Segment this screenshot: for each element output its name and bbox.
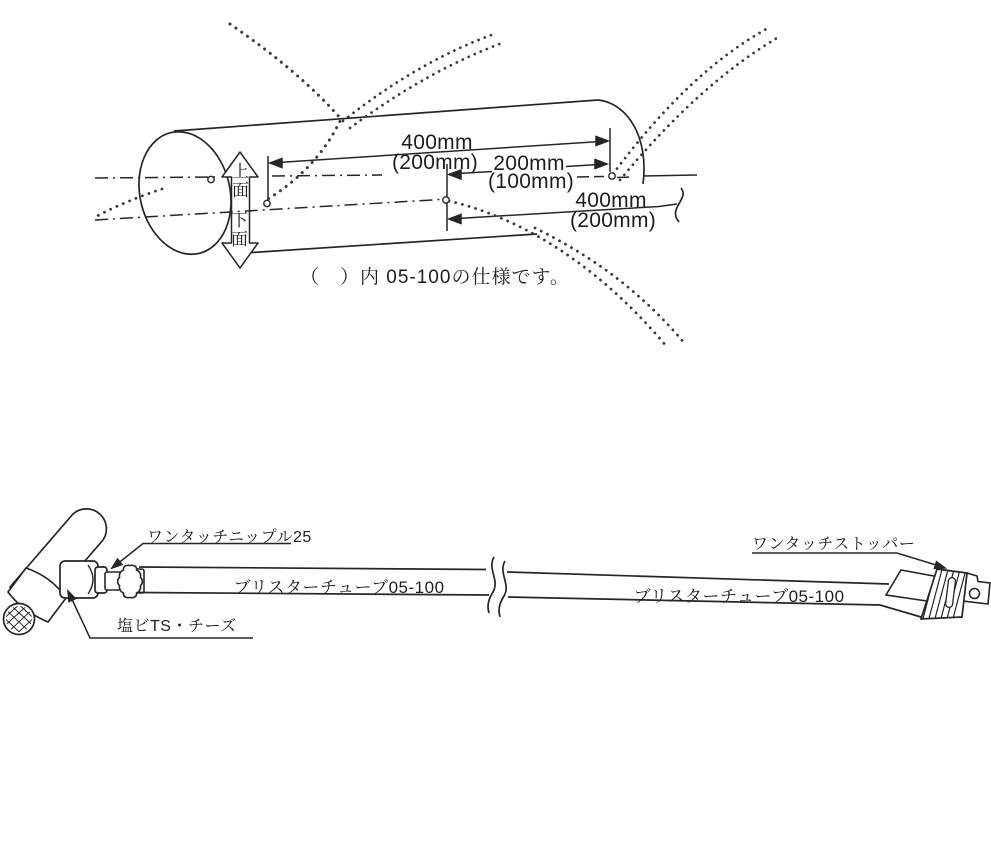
stopper-label: ワンタッチストッパー bbox=[752, 536, 916, 553]
face-top-label: 上面 bbox=[232, 162, 249, 200]
arrowhead bbox=[934, 562, 945, 569]
hole bbox=[208, 176, 214, 182]
hole bbox=[443, 197, 449, 203]
dimension-paren-400-bottom: (200mm) bbox=[569, 209, 657, 232]
face-bottom-label: 下面 bbox=[231, 211, 248, 249]
dimension-paren-200: (100mm) bbox=[487, 170, 575, 193]
centerline-extension bbox=[643, 175, 697, 176]
tee-open-end bbox=[4, 604, 35, 635]
upper-hole-centerline bbox=[95, 177, 218, 178]
upper-hole-centerline bbox=[272, 175, 382, 176]
spray-curve bbox=[350, 42, 505, 128]
one-touch-stopper bbox=[886, 562, 990, 626]
arrowhead bbox=[449, 215, 461, 224]
spec-note-caption: （ ）内 05-100の仕様です。 bbox=[300, 267, 570, 288]
stopper-leader bbox=[752, 553, 941, 567]
tube-label-right: ブリスターチューブ05-100 bbox=[633, 587, 845, 606]
hole bbox=[609, 173, 615, 179]
tee-fitting bbox=[0, 509, 107, 646]
cylinder-bottom-line bbox=[229, 234, 537, 254]
arrowhead bbox=[595, 160, 607, 169]
arrowhead bbox=[270, 159, 282, 168]
dimension-paren-400-top: (200mm) bbox=[391, 151, 479, 174]
dimension-label-200: 200mm bbox=[493, 152, 565, 175]
hole bbox=[264, 200, 270, 206]
break-squiggle bbox=[499, 561, 506, 617]
break-squiggle bbox=[488, 557, 495, 613]
continuation-squiggle bbox=[675, 188, 683, 222]
dimension-label-400-top: 400mm bbox=[401, 131, 473, 154]
tube-top-line bbox=[139, 567, 486, 570]
cylinder-top-line bbox=[174, 100, 598, 131]
one-touch-nipple bbox=[105, 565, 144, 597]
arrowhead bbox=[112, 559, 122, 568]
stopper-tab-hole bbox=[970, 589, 980, 599]
dimension-label-400-bottom: 400mm bbox=[575, 189, 647, 212]
tee-label: 塩ビTS・チーズ bbox=[117, 618, 237, 635]
spray-curve bbox=[343, 33, 497, 121]
upper-hole-centerline bbox=[577, 177, 633, 178]
tube-label-left: ブリスターチューブ05-100 bbox=[233, 578, 445, 597]
pipe-break-symbol bbox=[488, 557, 506, 617]
nipple-label: ワンタッチニップル25 bbox=[147, 529, 312, 546]
arrowhead bbox=[596, 137, 608, 146]
spray-curve bbox=[613, 27, 770, 174]
